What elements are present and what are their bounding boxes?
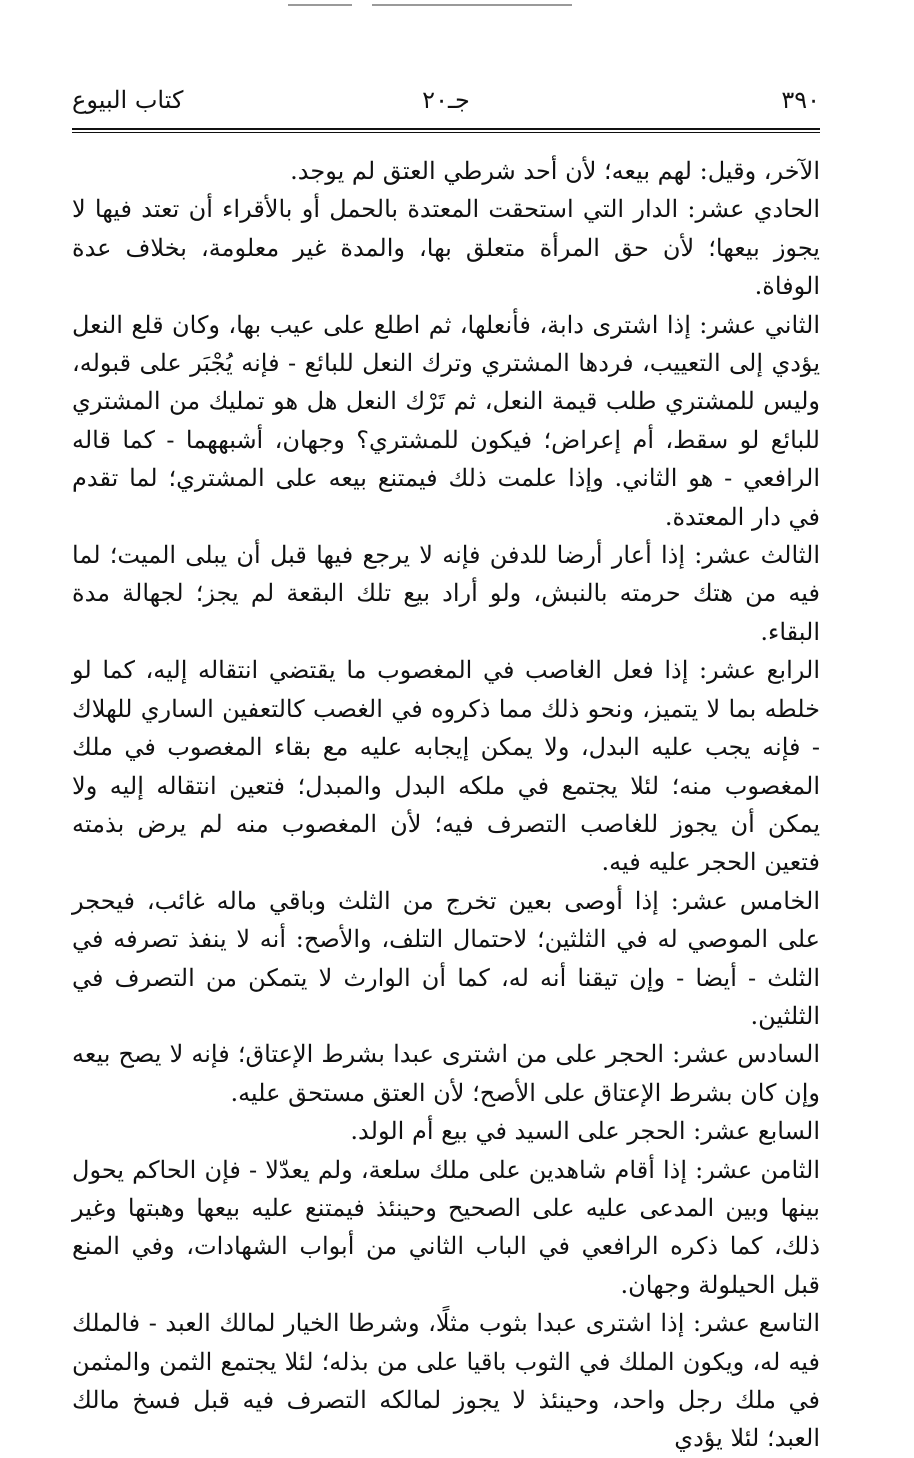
paragraph: الآخر، وقيل: لهم بيعه؛ لأن أحد شرطي العتق لم يوجد. — [290, 157, 820, 185]
volume-label: جـ٢٠ — [422, 86, 470, 114]
paragraph: الثالث عشر: إذا أعار أرضا للدفن فإنه لا يرجع فيها قبل أن يبلى الميت؛ لما فيه من هتك حرمته بالنبش، ولو أراد بيع تلك البقعة لم يجز؛ لجهالة مدة البقاء. — [72, 541, 820, 646]
running-header — [72, 84, 820, 124]
paragraph: الثاني عشر: إذا اشترى دابة، فأنعلها، ثم اطلع على عيب بها، وكان قلع النعل يؤدي إلى التعييب، فردها المشتري وترك النعل للبائع - فإنه يُجْبَر على قبوله، وليس للمشتري طلب قيمة النعل، ثم تَرْك النعل هل هو تمليك من المشتري للبائع لو سقط، أم إعراض؛ فيكون للمشتري؟ وجهان، أشبههما - كما قاله الرافعي - هو الثاني. وإذا علمت ذلك فيمتنع بيعه على المشتري؛ لما تقدم في دار المعتدة. — [72, 310, 820, 531]
paragraph: الثامن عشر: إذا أقام شاهدين على ملك سلعة، ولم يعدّلا - فإن الحاكم يحول بينها وبين المدعى عليه على الصحيح وحينئذ فيمتنع عليه بيعها وهبتها وغير ذلك، كما ذكره الرافعي في الباب الثاني من أبواب الشهادات، وفي المنع قبل الحيلولة وجهان. — [72, 1155, 821, 1299]
book-title: كتاب البيوع — [72, 86, 184, 114]
paragraph: الحادي عشر: الدار التي استحقت المعتدة بالحمل أو بالأقراء أن تعتد فيها لا يجوز بيعها؛ لأن حق المرأة متعلق بها، والمدة غير معلومة، بخلاف عدة الوفاة. — [72, 195, 820, 301]
paragraph: السادس عشر: الحجر على من اشترى عبدا بشرط الإعتاق؛ فإنه لا يصح بيعه وإن كان بشرط الإعتاق على الأصح؛ لأن العتق مستحق عليه. — [72, 1040, 820, 1107]
scan-top-marks — [0, 0, 914, 12]
paragraph: السابع عشر: الحجر على السيد في بيع أم الولد. — [350, 1117, 820, 1146]
header-rule — [72, 128, 820, 133]
paragraph: التاسع عشر: إذا اشترى عبدا بثوب مثلًا، وشرطا الخيار لمالك العبد - فالملك فيه له، ويكون الملك في الثوب باقيا على من بذله؛ لئلا يجتمع الثمن والمثمن في ملك رجل واحد، وحينئذ لا يجوز لمالكه التصرف فيه قبل فسخ مالك العبد؛ لئلا يؤدي — [72, 1309, 820, 1453]
page-number: ٣٩٠ — [781, 86, 820, 114]
paragraph: الخامس عشر: إذا أوصى بعين تخرج من الثلث وباقي ماله غائب، فيحجر على الموصي له في الثلثين؛ لاحتمال التلف، والأصح: أنه لا ينفذ تصرفه في الثلث - أيضا - وإن تيقنا أنه له، كما أن الوارث لا يتمكن من التصرف في الثلثين. — [72, 886, 820, 1030]
body-text — [72, 152, 821, 1453]
paragraph: الرابع عشر: إذا فعل الغاصب في المغصوب ما يقتضي انتقاله إليه، كما لو خلطه بما لا يتميز، ونحو ذلك مما ذكروه في الغصب كالتعفين الساري للهلاك - فإنه يجب عليه البدل، ولا يمكن إيجابه عليه مع بقاء المغصوب في ملك المغصوب منه؛ لئلا يجتمع في ملكه البدل والمبدل؛ فتعين انتقاله إليه ولا يمكن أن يجوز للغاصب التصرف فيه؛ لأن المغصوب منه لم يرض بذمته فتعين الحجر عليه فيه. — [72, 656, 820, 877]
scan-mark — [372, 4, 572, 6]
scan-mark — [288, 4, 352, 6]
